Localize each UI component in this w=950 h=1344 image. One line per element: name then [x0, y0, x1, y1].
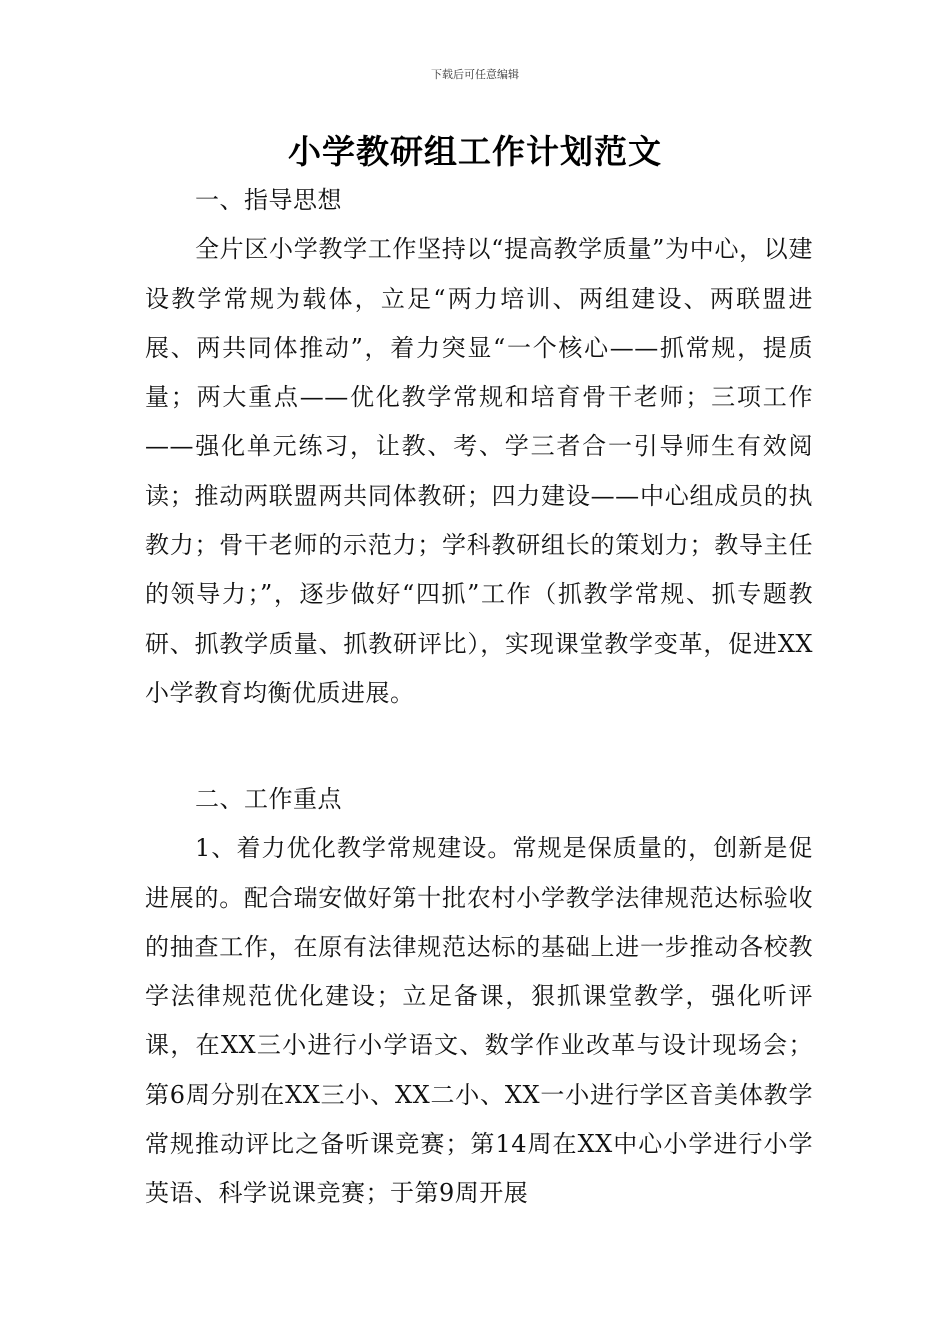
section-heading: 一、指导思想 — [195, 186, 342, 214]
section-guiding-ideology — [145, 176, 813, 718]
section-work-focus — [145, 775, 813, 1219]
header-note: 下载后可任意编辑 — [431, 68, 519, 81]
section-paragraph: 全片区小学教学工作坚持以“提高教学质量”为中心，以建设教学常规为载体，立足“两力培训、两组建设、两联盟进展、两共同体推动”，着力突显“一个核心——抓常规，提质量；两大重点——优化教学常规和培育骨干老师；三项工作——强化单元练习，让教、考、学三者合一引导师生有效阅读；推动两联盟两共同体教研；四力建设——中心组成员的执教力；骨干老师的示范力；学科教研组长的策划力；教导主任的领导力；”，逐步做好“四抓”工作（抓教学常规、抓专题教研、抓教学质量、抓教研评比），实现课堂教学变革，促进XX小学教育均衡优质进展。 — [145, 235, 813, 707]
page-title: 小学教研组工作计划范文 — [288, 132, 662, 171]
section-heading: 二、工作重点 — [195, 785, 342, 813]
section-paragraph: 1、着力优化教学常规建设。常规是保质量的，创新是促进展的。配合瑞安做好第十批农村小学教学法律规范达标验收的抽查工作，在原有法律规范达标的基础上进一步推动各校教学法律规范优化建设；立足备课，狠抓课堂教学，强化听评课，在XX三小进行小学语文、数学作业改革与设计现场会；第6周分别在XX三小、XX二小、XX一小进行学区音美体教学常规推动评比之备听课竞赛；第14周在XX中心小学进行小学英语、科学说课竞赛；于第9周开展 — [145, 834, 813, 1208]
